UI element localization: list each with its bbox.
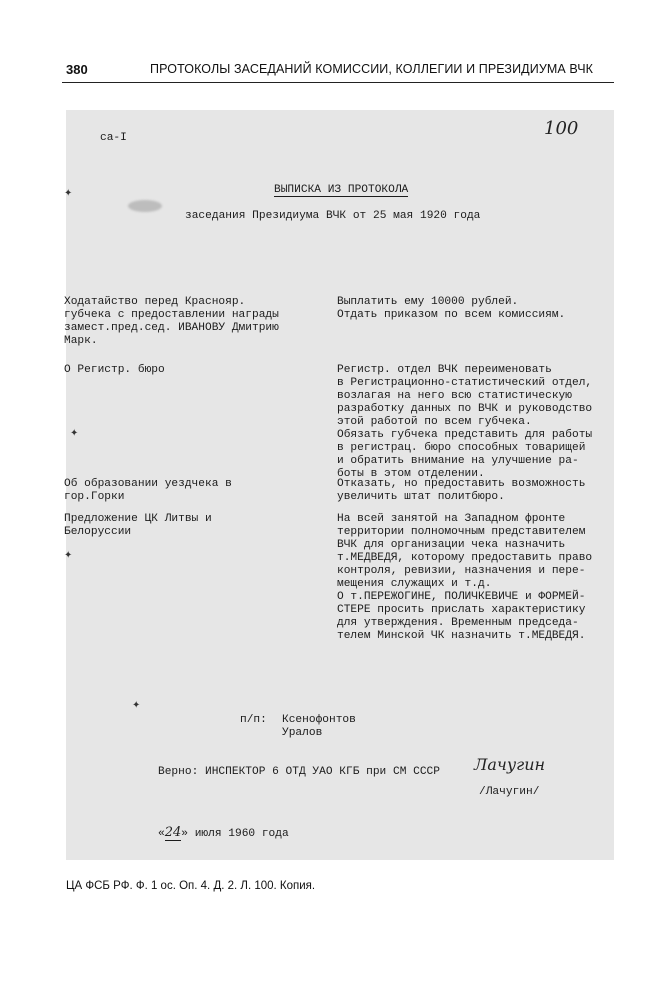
punch-mark: ✦: [64, 550, 73, 561]
item-subject: О Регистр. бюро: [64, 364, 165, 376]
document-subheading: заседания Президиума ВЧК от 25 мая 1920 года: [185, 210, 481, 222]
signature-name: Ксенофонтов: [282, 714, 356, 726]
item-subject: Ходатайство перед Краснояр. губчека с предоставлении награды замест.пред.сед. ИВАНОВУ Дмитрию Марк.: [64, 296, 279, 347]
punch-mark: ✦: [132, 700, 141, 711]
handwritten-page-number: 100: [544, 118, 579, 139]
date-day: 24: [164, 825, 182, 840]
document-date: «24» июля 1960 года: [158, 825, 289, 840]
punch-mark: ✦: [64, 188, 73, 199]
archive-caption: ЦА ФСБ РФ. Ф. 1 ос. Оп. 4. Д. 2. Л. 100. Копия.: [66, 880, 316, 892]
corner-code: са-I: [100, 132, 127, 144]
signatures-list: [282, 714, 356, 740]
punch-mark: ✦: [70, 428, 79, 439]
running-title: ПРОТОКОЛЫ ЗАСЕДАНИЙ КОМИССИИ, КОЛЛЕГИИ И ПРЕЗИДИУМА ВЧК: [150, 62, 594, 76]
document-scan: [66, 110, 614, 860]
item-resolution: Регистр. отдел ВЧК переименовать в Регистрационно-статистический отдел, возлагая на него всю статистическую разработку данных по ВЧК и руководство этой работой по всем губчека. Обязать губчека представить для работы в регистрац. бюро способных товарищей и обратить внимание на улучшение ра- боты в этом отделении.: [337, 364, 593, 480]
item-resolution: Отказать, но предоставить возможность увеличить штат политбюро.: [337, 478, 586, 503]
signature-name: Уралов: [282, 727, 323, 739]
signer-name: /Лачугин/: [479, 786, 540, 798]
item-resolution: Выплатить ему 10000 рублей. Отдать приказом по всем комиссиям.: [337, 296, 566, 321]
page-number: 380: [66, 62, 88, 77]
item-subject: Предложение ЦК Литвы и Белоруссии: [64, 513, 212, 538]
header-rule: [62, 82, 614, 83]
date-rest: июля 1960 года: [194, 828, 289, 840]
item-subject: Об образовании уездчека в гор.Горки: [64, 478, 232, 503]
item-resolution: На всей занятой на Западном фронте территории полномочным представителем ВЧК для организации чека назначить т.МЕДВЕДЯ, которому предоставить право контроля, ревизии, назначения и пере- мещения служащих и т.д. О т.ПЕРЕЖОГИНЕ, ПОЛИЧКЕВИЧЕ и ФОРМЕЙ- СТЕРЕ просить прислать характеристику для утверждения. Временным председа- телем Минской ЧК назначить т.МЕДВЕДЯ.: [337, 513, 593, 642]
scan-smudge: [128, 200, 162, 212]
certification-line: Верно: ИНСПЕКТОР 6 ОТД УАО КГБ при СМ СССР: [158, 766, 440, 778]
handwritten-signature: Лачугин: [474, 755, 546, 774]
heading-text: ВЫПИСКА ИЗ ПРОТОКОЛА: [274, 184, 409, 196]
document-heading: [274, 184, 408, 197]
signatures-label: п/п:: [240, 714, 267, 726]
